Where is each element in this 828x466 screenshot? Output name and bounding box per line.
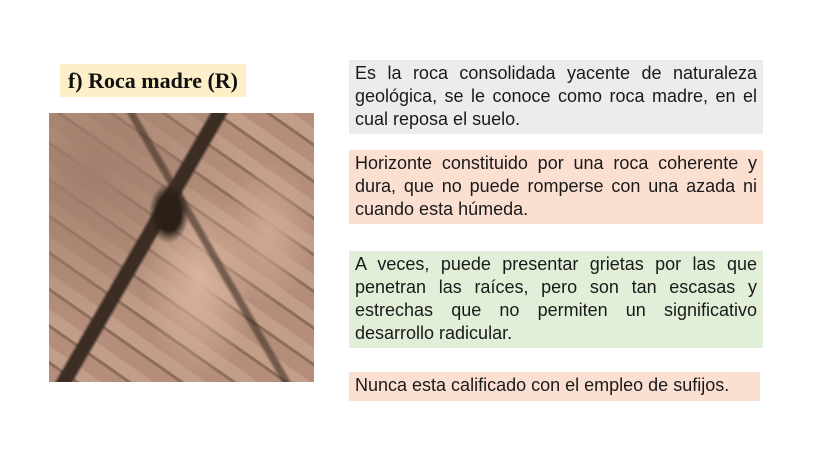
rock-photo [49,113,314,382]
definition-box: Es la roca consolidada yacente de naturaleza geológica, se le conoce como roca madre, en el cual reposa el suelo. [349,60,763,134]
description-box: Horizonte constituido por una roca coherente y dura, que no puede romperse con una azada ni cuando esta húmeda. [349,150,763,224]
slide-title: f) Roca madre (R) [60,64,246,97]
roots-box: A veces, puede presentar grietas por las que penetran las raíces, pero son tan escasas y estrechas que no permiten un significativo desarrollo radicular. [349,251,763,348]
suffix-box: Nunca esta calificado con el empleo de sufijos. [349,372,760,401]
